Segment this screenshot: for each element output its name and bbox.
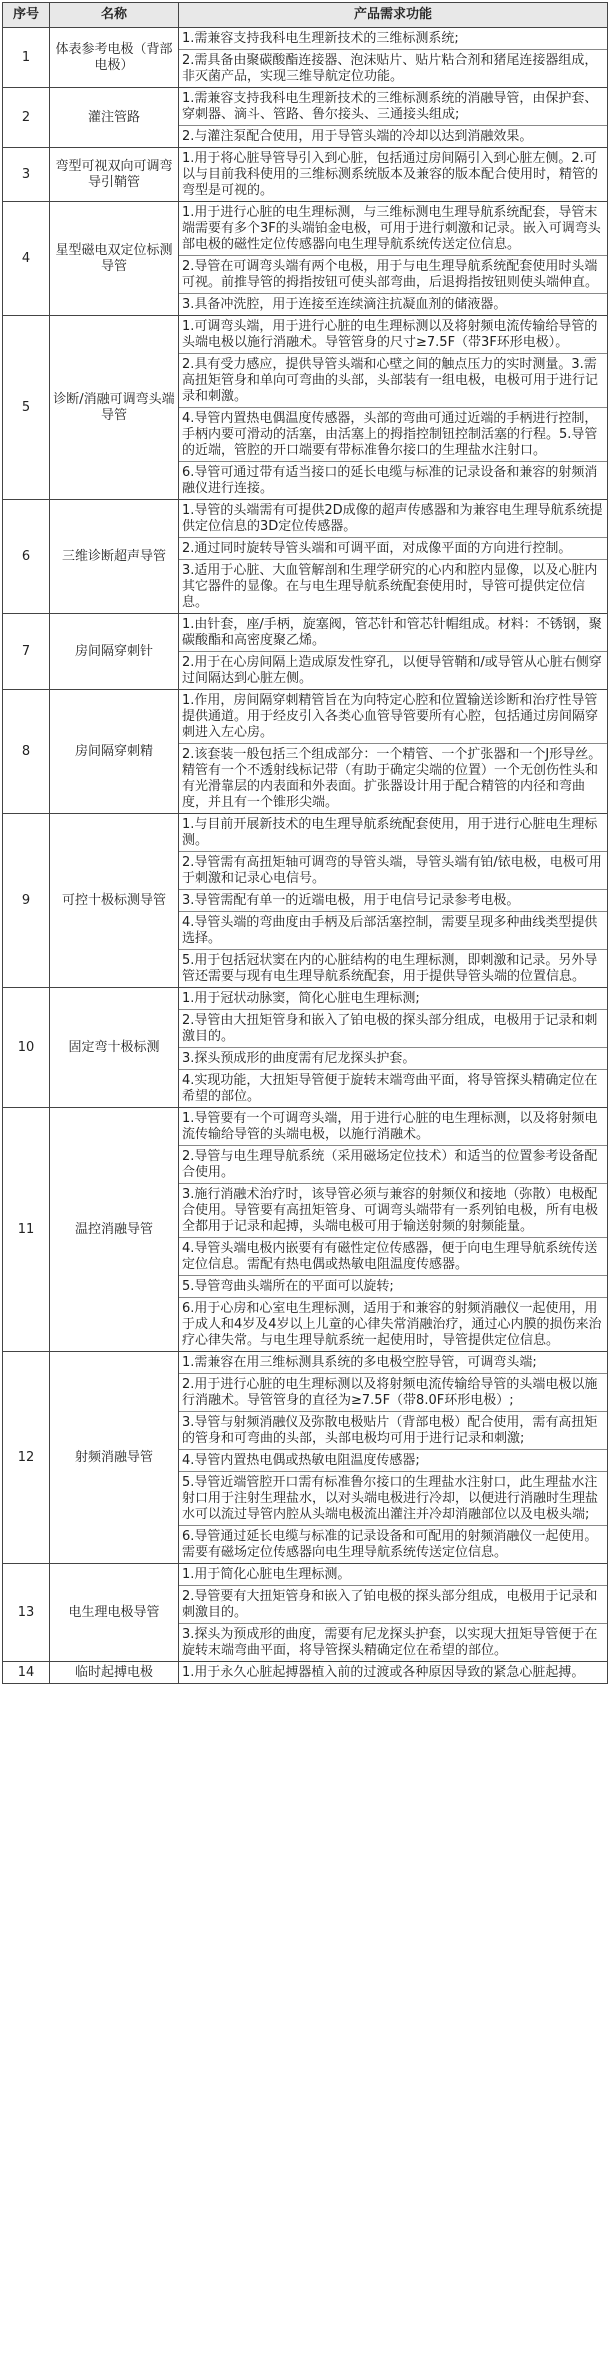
row-number: 5 bbox=[3, 316, 50, 500]
row-number: 2 bbox=[3, 88, 50, 148]
function-item: 6.用于心房和心室电生理标测，适用于和兼容的射频消融仪一起使用，用于成人和4岁及4岁以上儿童的心律失常消融治疗，通过心内膜的损伤来治疗心律失常。与电生理导航系统一起使用时，导管提供定位信息。 bbox=[182, 1301, 602, 1348]
table-row bbox=[3, 614, 608, 690]
function-item: 1.用于将心脏导管导引入到心脏，包括通过房间隔引入到心脏左侧。2.可以与目前我科使用的三维标测系统版本及兼容的版本配合使用时，精管的弯型是可视的。 bbox=[182, 151, 599, 198]
function-cell bbox=[179, 614, 608, 690]
function-item: 3.施行消融术治疗时，该导管必须与兼容的射频仪和接地（弥散）电极配合使用。导管要有高扭矩管身、可调弯头端带有一系列铂电极，所有电极全都用于记录和起搏，头端电极可用于输送射频的射频能量。 bbox=[179, 1184, 607, 1238]
product-name: 诊断/消融可调弯头端导管 bbox=[50, 316, 179, 500]
function-item: 2.需具备由聚碳酸酯连接器、泡沫贴片、贴片粘合剂和猪尾连接器组成，非灭菌产品，实现三维导航定位功能。 bbox=[182, 53, 598, 84]
table-row bbox=[3, 690, 608, 814]
row-number: 13 bbox=[3, 1564, 50, 1662]
function-item: 1.由针套，座/手柄，旋塞阀，管芯针和管芯针帽组成。材料：不锈钢，聚碳酸酯和高密度聚乙烯。 bbox=[179, 614, 607, 652]
function-item: 3.探头为预成形的曲度，需要有尼龙探头护套，以实现大扭矩导管便于在旋转末端弯曲平面，将导管探头精确定位在希望的部位。 bbox=[182, 1627, 598, 1658]
function-item: 1.需兼容在用三维标测具系统的多电极空腔导管，可调弯头端; bbox=[179, 1352, 607, 1374]
header-no: 序号 bbox=[3, 3, 50, 28]
function-item: 1.需兼容支持我科电生理新技术的三维标测系统的消融导管，由保护套、穿刺器、滴斗、管路、鲁尔接头、三通接头组成; bbox=[179, 88, 607, 126]
row-number: 8 bbox=[3, 690, 50, 814]
function-item: 2.导管需有高扭矩轴可调弯的导管头端，导管头端有铂/铱电极，电极可用于刺激和记录心电信号。 bbox=[179, 852, 607, 890]
function-cell bbox=[179, 88, 608, 148]
function-item: 4.导管头端电极内嵌要有有磁性定位传感器，便于向电生理导航系统传送定位信息。需配有热电偶或热敏电阻温度传感器。 bbox=[179, 1238, 607, 1276]
function-item: 4.实现功能，大扭矩导管便于旋转末端弯曲平面，将导管探头精确定位在希望的部位。 bbox=[182, 1073, 598, 1104]
table-row bbox=[3, 202, 608, 316]
row-number: 10 bbox=[3, 988, 50, 1108]
table-row bbox=[3, 1352, 608, 1564]
row-number: 9 bbox=[3, 814, 50, 988]
function-item: 2.该套装一般包括三个组成部分：一个精管、一个扩张器和一个J形导丝。精管有一个不透射线标记带（有助于确定尖端的位置）一个无创伤性头和有光滑靠层的内表面和外表面。扩张器设计用于配合精管的内径和弯曲度，并且有一个锥形尖端。 bbox=[182, 747, 602, 810]
function-cell bbox=[179, 1108, 608, 1352]
function-cell bbox=[179, 316, 608, 500]
function-item: 5.导管弯曲头端所在的平面可以旋转; bbox=[179, 1276, 607, 1298]
product-name: 温控消融导管 bbox=[50, 1108, 179, 1352]
function-item: 3.导管与射频消融仪及弥散电极贴片（背部电极）配合使用，需有高扭矩的管身和可弯曲的头部，头部电极均可用于进行记录和刺激; bbox=[179, 1412, 607, 1450]
function-cell bbox=[179, 28, 608, 88]
product-name: 固定弯十极标测 bbox=[50, 988, 179, 1108]
function-item: 2.导管与电生理导航系统（采用磁场定位技术）和适当的位置参考设备配合使用。 bbox=[179, 1146, 607, 1184]
product-name: 星型磁电双定位标测导管 bbox=[50, 202, 179, 316]
function-item: 4.导管内置热电偶温度传感器，头部的弯曲可通过近端的手柄进行控制，手柄内要可滑动的活塞，由活塞上的拇指控制钮控制活塞的行程。5.导管的近端，管腔的开口端要有带标准鲁尔接口的生理盐水注射口。 bbox=[179, 408, 607, 462]
function-item: 2.用于进行心脏的电生理标测以及将射频电流传输给导管的头端电极以施行消融术。导管管身的直径为≥7.5F（带8.0F环形电极）; bbox=[179, 1374, 607, 1412]
row-number: 11 bbox=[3, 1108, 50, 1352]
table-row bbox=[3, 500, 608, 614]
product-name: 可控十极标测导管 bbox=[50, 814, 179, 988]
function-item: 1.用于冠状动脉窦，简化心脏电生理标测; bbox=[179, 988, 607, 1010]
function-item: 2.用于在心房间隔上造成原发性穿孔，以便导管鞘和/或导管从心脏右侧穿过间隔达到心脏左侧。 bbox=[182, 655, 602, 686]
function-item: 1.需兼容支持我科电生理新技术的三维标测系统; bbox=[179, 28, 607, 50]
row-number: 4 bbox=[3, 202, 50, 316]
function-cell bbox=[179, 1564, 608, 1662]
function-item: 2.具有受力感应，提供导管头端和心壁之间的触点压力的实时测量。3.需高扭矩管身和单向可弯曲的头部，头部装有一组电极，电极可用于进行记录和刺激。 bbox=[179, 354, 607, 408]
table-row bbox=[3, 1662, 608, 1684]
function-item: 1.作用，房间隔穿刺精管旨在为向特定心腔和位置输送诊断和治疗性导管提供通道。用于经皮引入各类心血管导管要所有心腔，包括通过房间隔穿刺进入左心房。 bbox=[179, 690, 607, 744]
product-name: 体表参考电极（背部电极） bbox=[50, 28, 179, 88]
function-item: 6.导管通过延长电缆与标准的记录设备和可配用的射频消融仪一起使用。需要有磁场定位传感器向电生理导航系统传送定位信息。 bbox=[182, 1529, 598, 1560]
function-item: 1.用于进行心脏的电生理标测，与三维标测电生理导航系统配套，导管末端需要有多个3F的头端铂金电极，可用于进行刺激和记录。嵌入可调弯头部电极的磁性定位传感器向电生理导航系统传送定位信息。 bbox=[179, 202, 607, 256]
table-row bbox=[3, 988, 608, 1108]
table-row bbox=[3, 1564, 608, 1662]
function-item: 4.导管内置热电偶或热敏电阻温度传感器; bbox=[179, 1450, 607, 1472]
function-item: 1.导管的头端需有可提供2D成像的超声传感器和为兼容电生理导航系统提供定位信息的3D定位传感器。 bbox=[179, 500, 607, 538]
table-row bbox=[3, 1108, 608, 1352]
function-item: 2.与灌注泵配合使用，用于导管头端的冷却以达到消融效果。 bbox=[182, 129, 533, 144]
table-row bbox=[3, 148, 608, 202]
function-cell bbox=[179, 814, 608, 988]
product-name: 三维诊断超声导管 bbox=[50, 500, 179, 614]
function-item: 3.探头预成形的曲度需有尼龙探头护套。 bbox=[179, 1048, 607, 1070]
row-number: 3 bbox=[3, 148, 50, 202]
function-cell bbox=[179, 500, 608, 614]
function-cell bbox=[179, 690, 608, 814]
function-item: 2.导管由大扭矩管身和嵌入了铂电极的探头部分组成，电极用于记录和刺激目的。 bbox=[179, 1010, 607, 1048]
row-number: 14 bbox=[3, 1662, 50, 1684]
function-item: 1.可调弯头端，用于进行心脏的电生理标测以及将射频电流传输给导管的头端电极以施行消融术。导管管身的尺寸≥7.5F（带3F环形电极）。 bbox=[179, 316, 607, 354]
header-func: 产品需求功能 bbox=[179, 3, 608, 28]
product-name: 房间隔穿刺精 bbox=[50, 690, 179, 814]
row-number: 12 bbox=[3, 1352, 50, 1564]
function-item: 5.导管近端管腔开口需有标准鲁尔接口的生理盐水注射口，此生理盐水注射口用于注射生理盐水，以对头端电极进行冷却，以便进行消融时生理盐水可以流过导管内腔从头端电极流出灌注并冷却消融部位以及电极头端; bbox=[179, 1472, 607, 1526]
function-item: 1.用于简化心脏电生理标测。 bbox=[179, 1564, 607, 1586]
row-number: 1 bbox=[3, 28, 50, 88]
function-cell bbox=[179, 202, 608, 316]
function-cell bbox=[179, 1662, 608, 1684]
product-name: 房间隔穿刺针 bbox=[50, 614, 179, 690]
table-row bbox=[3, 28, 608, 88]
row-number: 6 bbox=[3, 500, 50, 614]
table-row bbox=[3, 316, 608, 500]
product-name: 弯型可视双向可调弯导引鞘管 bbox=[50, 148, 179, 202]
table-row bbox=[3, 88, 608, 148]
function-item: 3.导管需配有单一的近端电极，用于电信号记录参考电极。 bbox=[179, 890, 607, 912]
product-name: 电生理电极导管 bbox=[50, 1564, 179, 1662]
table-row bbox=[3, 814, 608, 988]
function-item: 5.用于包括冠状窦在内的心脏结构的电生理标测，即刺激和记录。另外导管还需要与现有电生理导航系统配套，用于提供导管头端的位置信息。 bbox=[182, 953, 598, 984]
function-item: 1.用于永久心脏起搏器植入前的过渡或各种原因导致的紧急心脏起搏。 bbox=[182, 1665, 585, 1680]
product-name: 灌注管路 bbox=[50, 88, 179, 148]
function-cell bbox=[179, 1352, 608, 1564]
function-item: 4.导管头端的弯曲度由手柄及后部活塞控制，需要呈现多种曲线类型提供选择。 bbox=[179, 912, 607, 950]
function-item: 2.导管在可调弯头端有两个电极，用于与电生理导航系统配套使用时头端可视。前推导管的拇指按钮可使头部弯曲，后退拇指按钮则使头端伸直。 bbox=[179, 256, 607, 294]
header-name: 名称 bbox=[50, 3, 179, 28]
function-item: 1.与目前开展新技术的电生理导航系统配套使用，用于进行心脏电生理标测。 bbox=[179, 814, 607, 852]
header-row bbox=[3, 3, 608, 28]
product-name: 射频消融导管 bbox=[50, 1352, 179, 1564]
product-name: 临时起搏电极 bbox=[50, 1662, 179, 1684]
function-item: 3.具备冲洗腔，用于连接至连续滴注抗凝血剂的储液器。 bbox=[182, 297, 507, 312]
function-item: 3.适用于心脏、大血管解剖和生理学研究的心内和腔内显像，以及心脏内其它器件的显像。在与电生理导航系统配套使用时，导管可提供定位信息。 bbox=[182, 563, 598, 610]
function-item: 1.导管要有一个可调弯头端，用于进行心脏的电生理标测，以及将射频电流传输给导管的头端电极，以施行消融术。 bbox=[179, 1108, 607, 1146]
function-item: 2.通过同时旋转导管头端和可调平面，对成像平面的方向进行控制。 bbox=[179, 538, 607, 560]
function-cell bbox=[179, 148, 608, 202]
function-item: 6.导管可通过带有适当接口的延长电缆与标准的记录设备和兼容的射频消融仪进行连接。 bbox=[182, 465, 598, 496]
row-number: 7 bbox=[3, 614, 50, 690]
requirements-table bbox=[2, 2, 608, 1684]
function-cell bbox=[179, 988, 608, 1108]
function-item: 2.导管要有大扭矩管身和嵌入了铂电极的探头部分组成，电极用于记录和刺激目的。 bbox=[179, 1586, 607, 1624]
